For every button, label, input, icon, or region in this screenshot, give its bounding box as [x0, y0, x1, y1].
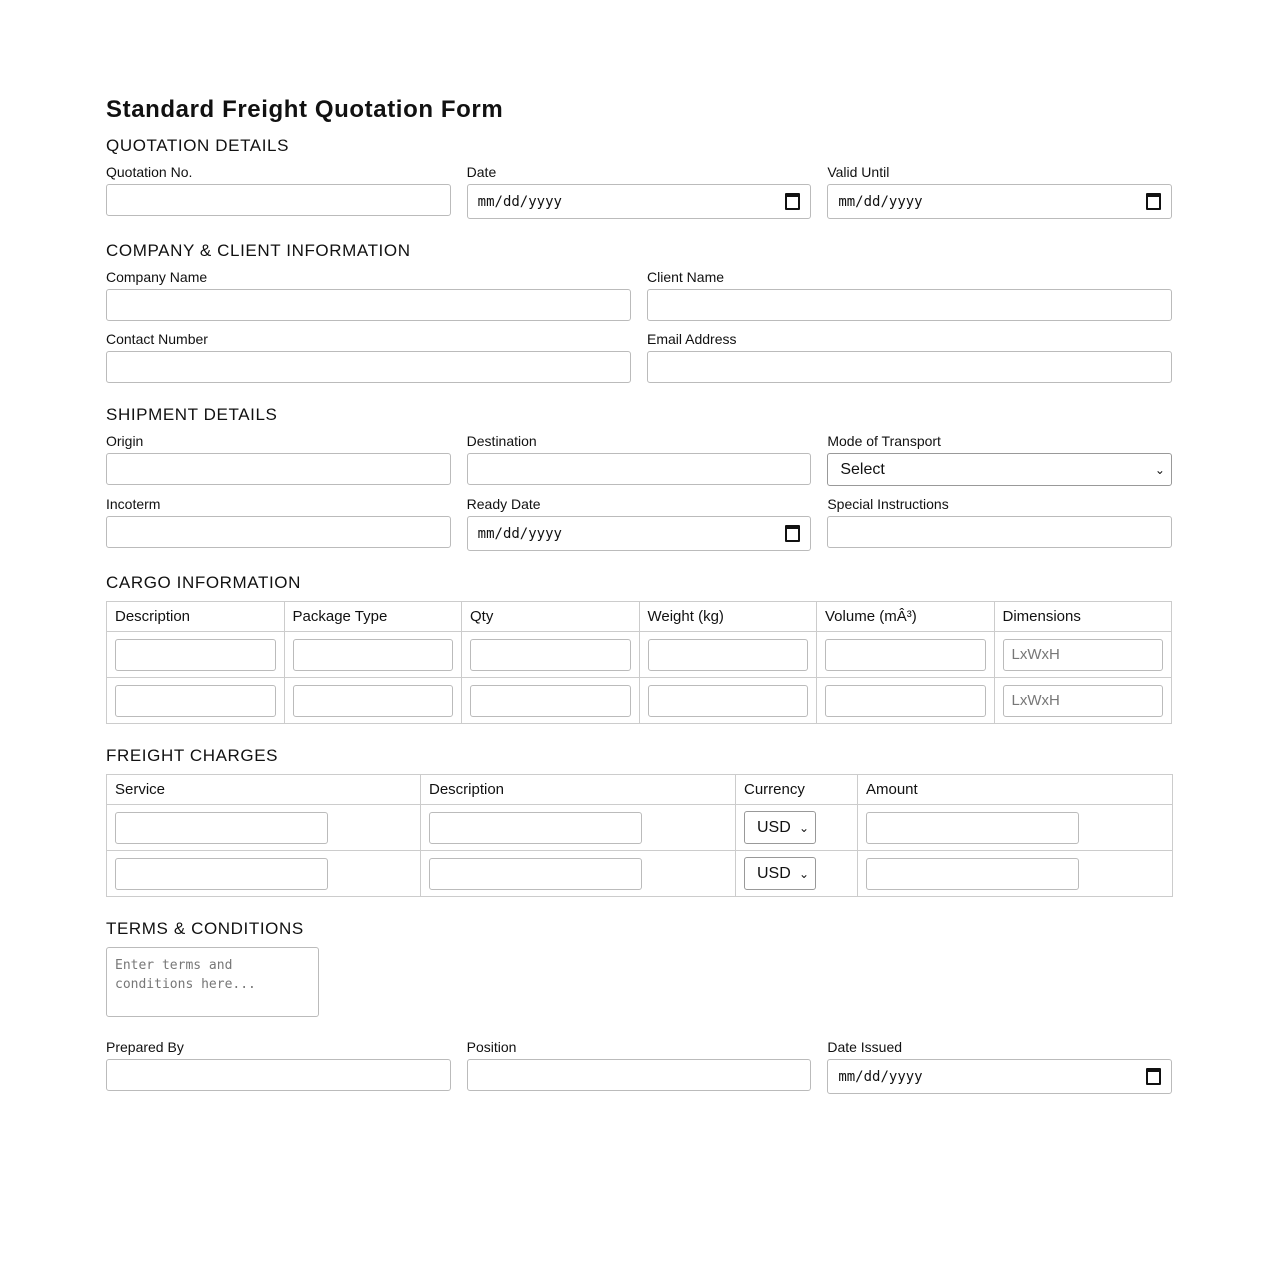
company-name-label: Company Name	[106, 269, 208, 285]
company-name-input[interactable]	[106, 289, 631, 321]
chevron-down-icon: ⌄	[798, 866, 809, 881]
contact-number-input[interactable]	[106, 351, 631, 383]
special-input[interactable]	[827, 516, 1172, 548]
column-header: Qty	[462, 602, 640, 632]
dimensions-input[interactable]: LxWxH	[1003, 639, 1164, 671]
column-header: Volume (mÂ³)	[817, 602, 995, 632]
chevron-down-icon: ⌄	[1154, 462, 1165, 477]
section-heading: QUOTATION DETAILS	[106, 136, 290, 155]
origin-label: Origin	[106, 433, 144, 449]
column-header: Service	[107, 775, 421, 805]
incoterm-label: Incoterm	[106, 496, 161, 512]
cargo-section	[106, 573, 1172, 724]
column-header: Dimensions	[994, 602, 1172, 632]
section-heading: SHIPMENT DETAILS	[106, 405, 278, 424]
qty-input[interactable]	[470, 639, 631, 671]
package-type-input[interactable]	[293, 685, 454, 717]
column-header: Weight (kg)	[639, 602, 817, 632]
currency-value: USD	[757, 864, 791, 882]
column-header: Package Type	[284, 602, 462, 632]
calendar-icon[interactable]	[1146, 1068, 1161, 1085]
position-label: Position	[466, 1039, 517, 1055]
chevron-down-icon: ⌄	[798, 820, 809, 835]
email-input[interactable]	[647, 351, 1172, 383]
date-input[interactable]	[467, 184, 812, 219]
valid-until-input[interactable]	[827, 184, 1172, 219]
date-placeholder: mm/dd/yyyy	[838, 1068, 923, 1085]
table-row	[107, 805, 1173, 851]
signature-section	[106, 1039, 1172, 1094]
qty-input[interactable]	[470, 685, 631, 717]
valid-until-label: Valid Until	[827, 164, 890, 180]
calendar-icon[interactable]	[1146, 193, 1161, 210]
destination-input[interactable]	[467, 453, 812, 485]
column-header: Description	[421, 775, 736, 805]
currency-select[interactable]	[744, 811, 816, 844]
cargo-table	[106, 601, 1172, 724]
quotation-no-input[interactable]	[106, 184, 451, 216]
prepared-by-input[interactable]	[106, 1059, 451, 1091]
package-type-input[interactable]	[293, 639, 454, 671]
mode-label: Mode of Transport	[827, 433, 941, 449]
mode-select[interactable]	[827, 453, 1172, 486]
dimensions-input[interactable]: LxWxH	[1003, 685, 1164, 717]
currency-value: USD	[757, 818, 791, 836]
section-heading: COMPANY & CLIENT INFORMATION	[106, 241, 411, 260]
date-placeholder: mm/dd/yyyy	[477, 525, 562, 542]
date-placeholder: mm/dd/yyyy	[838, 193, 923, 210]
charges-section	[106, 746, 1172, 897]
amount-input[interactable]	[866, 812, 1079, 844]
date-label: Date	[466, 164, 497, 180]
table-row	[107, 851, 1173, 897]
terms-section	[106, 919, 1172, 1017]
shipment-section	[106, 405, 1172, 551]
date-issued-input[interactable]	[827, 1059, 1172, 1094]
section-heading: FREIGHT CHARGES	[106, 746, 279, 765]
cargo-description-input[interactable]	[115, 685, 276, 717]
client-name-label: Client Name	[647, 269, 725, 285]
charges-table	[106, 774, 1173, 897]
mode-value: Select	[840, 460, 885, 478]
currency-select[interactable]	[744, 857, 816, 890]
date-placeholder: mm/dd/yyyy	[477, 193, 562, 210]
weight-input[interactable]	[648, 639, 809, 671]
section-heading: CARGO INFORMATION	[106, 573, 301, 592]
terms-textarea[interactable]: Enter terms and conditions here...	[106, 947, 319, 1017]
page-title: Standard Freight Quotation Form	[106, 96, 504, 123]
ready-date-label: Ready Date	[466, 496, 541, 512]
special-label: Special Instructions	[827, 496, 949, 512]
ready-date-input[interactable]	[467, 516, 812, 551]
destination-label: Destination	[466, 433, 537, 449]
position-input[interactable]	[467, 1059, 812, 1091]
amount-input[interactable]	[866, 858, 1079, 890]
date-issued-label: Date Issued	[827, 1039, 903, 1055]
column-header: Description	[107, 602, 285, 632]
origin-input[interactable]	[106, 453, 451, 485]
quotation-details-section	[106, 136, 1172, 219]
quotation-form	[106, 96, 1172, 1094]
incoterm-input[interactable]	[106, 516, 451, 548]
volume-input[interactable]	[825, 639, 986, 671]
contact-number-label: Contact Number	[106, 331, 208, 347]
cargo-description-input[interactable]	[115, 639, 276, 671]
service-input[interactable]	[115, 812, 328, 844]
charge-description-input[interactable]	[429, 812, 642, 844]
calendar-icon[interactable]	[785, 525, 800, 542]
service-input[interactable]	[115, 858, 328, 890]
charge-description-input[interactable]	[429, 858, 642, 890]
weight-input[interactable]	[648, 685, 809, 717]
table-row	[107, 678, 1172, 724]
column-header: Currency	[736, 775, 858, 805]
column-header: Amount	[858, 775, 1173, 805]
quotation-no-label: Quotation No.	[106, 164, 193, 180]
table-row	[107, 632, 1172, 678]
calendar-icon[interactable]	[785, 193, 800, 210]
prepared-by-label: Prepared By	[106, 1039, 184, 1055]
volume-input[interactable]	[825, 685, 986, 717]
email-label: Email Address	[647, 331, 737, 347]
client-name-input[interactable]	[647, 289, 1172, 321]
company-section	[106, 241, 1172, 383]
section-heading: TERMS & CONDITIONS	[106, 919, 304, 938]
